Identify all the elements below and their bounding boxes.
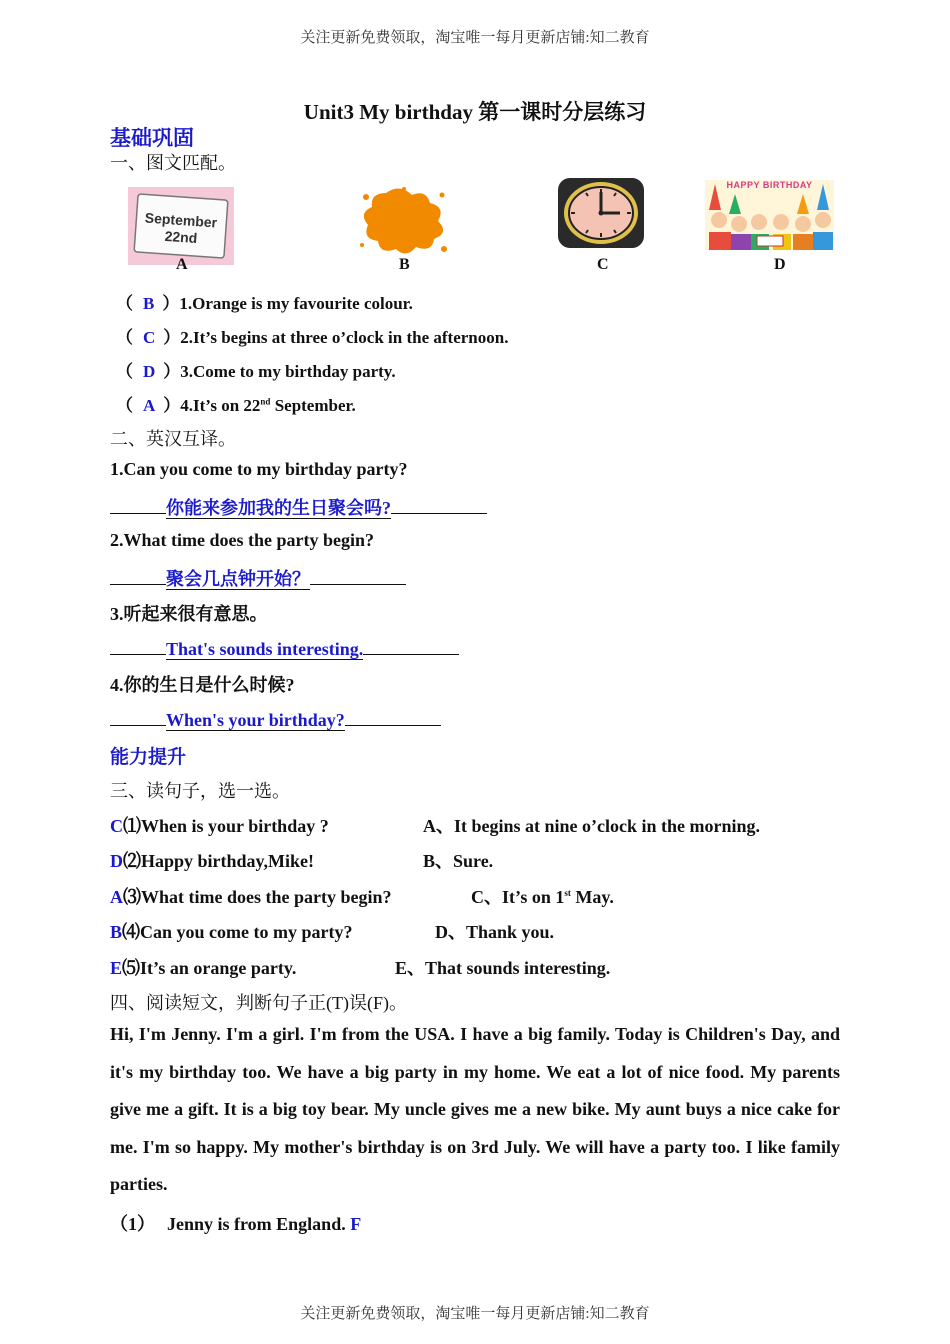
part3-option-a: A、It begins at nine o’clock in the morning. xyxy=(423,816,761,836)
option-text: C、It’s on 1 xyxy=(471,887,565,907)
item-number: ⑶ xyxy=(123,887,141,907)
clock-icon xyxy=(556,177,646,249)
part2-question-1: 1.Can you come to my birthday party? xyxy=(110,459,408,479)
image-label-a: A xyxy=(176,256,188,273)
part1-item-1 xyxy=(116,289,413,314)
part3-option-b: B、Sure. xyxy=(423,851,494,871)
answer-letter: C xyxy=(143,328,156,347)
part3-heading: 三、读句子，选一选。 xyxy=(110,781,290,801)
item-number: ⑵ xyxy=(123,851,141,871)
ordinal-suffix: st xyxy=(564,888,571,898)
calendar-day: 22nd xyxy=(164,227,198,247)
question-text: Happy birthday,Mike! xyxy=(141,851,315,871)
answer-blank-line xyxy=(363,636,459,655)
part3-row-5 xyxy=(110,954,296,980)
part3-option-c xyxy=(471,883,614,909)
part1-item-4 xyxy=(116,391,356,416)
answer-blank-line xyxy=(345,707,441,726)
answer-blank-line xyxy=(110,495,166,514)
page-footer: 关注更新免费领取，淘宝唯一每月更新店铺:知二教育 xyxy=(300,1306,650,1322)
calendar-month: September xyxy=(144,209,218,231)
answer-letter: A xyxy=(143,396,156,415)
part2-answer-row-4 xyxy=(110,707,441,731)
part2-heading: 二、英汉互译。 xyxy=(110,429,236,449)
item-text: 1.Orange is my favourite colour. xyxy=(179,294,413,313)
part2-answer-row-2 xyxy=(110,565,406,591)
part3-option-d: D、Thank you. xyxy=(435,922,555,942)
part3-row-3 xyxy=(110,883,392,909)
item-number: （1） xyxy=(110,1214,155,1234)
answer-blank-line xyxy=(110,636,166,655)
question-text: It’s an orange party. xyxy=(140,958,297,978)
part1-item-3 xyxy=(116,357,396,382)
question-text: Can you come to my party? xyxy=(140,922,353,942)
part1-heading: 一、图文匹配。 xyxy=(110,153,236,173)
reading-passage: Hi, I'm Jenny. I'm a girl. I'm from the USA. I have a big family. Today is Children's Day, and it's my birthday too. We have a big party in my home. We eat a lot of nice food. My parents give me a gift. It is a big toy bear. My uncle gives me a new bike. My aunt buys a nice cake for me. I'm so happy. My mother's birthday is on 3rd July. We will have a party too. I like family parties. xyxy=(110,1024,840,1194)
bracket-close: ） xyxy=(163,396,181,415)
answer-text: 你能来参加我的生日聚会吗? xyxy=(166,498,391,518)
item-number: ⑷ xyxy=(122,922,141,942)
bracket-open: （ xyxy=(116,294,133,313)
part3-row-4 xyxy=(110,918,353,944)
orange-splash-icon xyxy=(356,185,451,257)
statement-text: Jenny is from England. xyxy=(167,1214,346,1234)
part1-item-2 xyxy=(116,323,508,348)
party-banner: HAPPY BIRTHDAY xyxy=(726,180,813,190)
option-text-after: May. xyxy=(570,887,614,907)
part3-row-2 xyxy=(110,847,314,873)
part2-answer-row-3 xyxy=(110,636,459,660)
answer-letter: B xyxy=(143,294,155,313)
section-basic-heading: 基础巩固 xyxy=(110,126,194,150)
answer-text: That's sounds interesting. xyxy=(166,639,364,659)
bracket-close: ） xyxy=(163,328,181,347)
image-a-calendar xyxy=(128,187,234,265)
answer-blank-line xyxy=(391,495,487,514)
bracket-open: （ xyxy=(116,362,133,381)
image-d-party xyxy=(705,180,834,250)
image-label-d: D xyxy=(774,256,786,273)
item-number: ⑴ xyxy=(123,816,141,836)
answer-letter: B xyxy=(110,922,123,942)
part3-row-1 xyxy=(110,812,329,838)
answer-blank-line xyxy=(110,707,166,726)
bracket-open: （ xyxy=(116,328,133,347)
answer-letter: D xyxy=(110,851,123,871)
part3-option-e: E、That sounds interesting. xyxy=(395,958,611,978)
image-label-b: B xyxy=(399,256,410,273)
part2-question-2: 2.What time does the party begin? xyxy=(110,530,374,550)
image-label-c: C xyxy=(597,256,609,273)
item-text-after: September. xyxy=(270,396,356,415)
part2-question-3: 3.听起来很有意思。 xyxy=(110,604,268,624)
image-c-clock xyxy=(556,177,646,249)
item-text: 2.It’s begins at three o’clock in the afternoon. xyxy=(180,328,509,347)
answer-letter: C xyxy=(110,816,123,836)
question-text: When is your birthday ? xyxy=(141,816,329,836)
bracket-open: （ xyxy=(116,396,133,415)
answer-letter: E xyxy=(110,958,123,978)
answer-letter: D xyxy=(143,362,156,381)
item-number: ⑸ xyxy=(122,958,141,978)
answer-text: 聚会几点钟开始？ xyxy=(166,569,310,589)
part4-item-1 xyxy=(110,1210,361,1236)
bracket-close: ） xyxy=(162,294,180,313)
answer-letter: F xyxy=(350,1214,362,1234)
page-title: Unit3 My birthday 第一课时分层练习 xyxy=(303,100,647,124)
section-ability-heading: 能力提升 xyxy=(110,747,187,768)
answer-blank-line xyxy=(310,566,406,585)
image-b-orange xyxy=(356,185,451,257)
item-text: 3.Come to my birthday party. xyxy=(180,362,396,381)
item-text: 4.It’s on 22 xyxy=(180,396,261,415)
part4-heading: 四、阅读短文，判断句子正(T)误(F)。 xyxy=(110,993,407,1013)
answer-text: When's your birthday? xyxy=(166,710,345,730)
birthday-party-icon xyxy=(705,180,834,250)
part2-answer-row-1 xyxy=(110,494,487,520)
page-header: 关注更新免费领取，淘宝唯一每月更新店铺:知二教育 xyxy=(300,30,650,46)
bracket-close: ） xyxy=(163,362,181,381)
ordinal-suffix: nd xyxy=(260,396,271,407)
answer-blank-line xyxy=(110,566,166,585)
part2-question-4: 4.你的生日是什么时候? xyxy=(110,675,295,695)
question-text: What time does the party begin? xyxy=(141,887,392,907)
answer-letter: A xyxy=(110,887,123,907)
